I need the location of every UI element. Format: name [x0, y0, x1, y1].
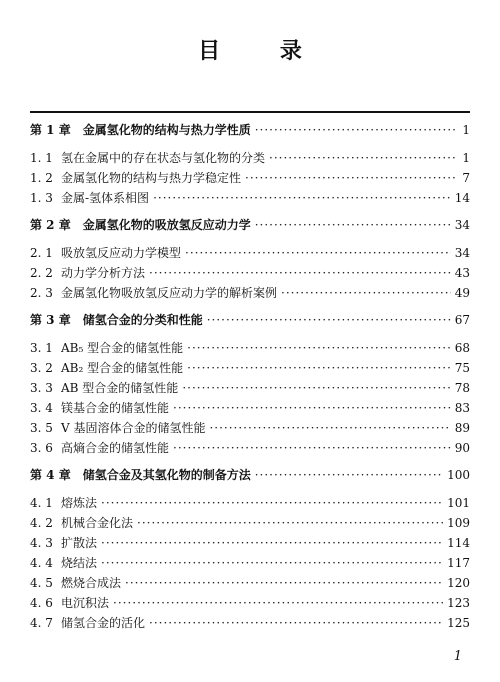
- leader-dots: [101, 493, 443, 513]
- toc-section-entry[interactable]: [30, 188, 470, 208]
- section-title: 燃烧合成法: [61, 576, 122, 590]
- leader-dots: [245, 168, 456, 188]
- section-number: 2. 3: [30, 286, 53, 300]
- chapter-number: 第 3 章: [30, 313, 71, 327]
- section-title: 吸放氢反应动力学模型: [61, 246, 182, 260]
- section-page-number: 123: [447, 596, 470, 610]
- section-title: AB 型合金的储氢性能: [61, 381, 179, 395]
- section-page-number: 1: [462, 151, 470, 165]
- leader-dots: [255, 465, 443, 485]
- section-title: 镁基合金的储氢性能: [61, 401, 170, 415]
- leader-dots: [255, 215, 451, 235]
- toc-section-entry[interactable]: [30, 283, 470, 303]
- section-number: 3. 6: [30, 441, 53, 455]
- leader-dots: [207, 310, 451, 330]
- leader-dots: [113, 593, 443, 613]
- toc-section-entry[interactable]: [30, 573, 470, 593]
- toc-chapter-entry[interactable]: [30, 215, 470, 235]
- section-number: 3. 1: [30, 341, 53, 355]
- section-page-number: 7: [462, 171, 470, 185]
- leader-dots: [209, 418, 450, 438]
- toc-section-entry[interactable]: [30, 358, 470, 378]
- section-number: 2. 1: [30, 246, 53, 260]
- toc-section-entry[interactable]: [30, 398, 470, 418]
- chapter-number: 第 2 章: [30, 218, 71, 232]
- leader-dots: [173, 398, 451, 418]
- section-title: V 基固溶体合金的储氢性能: [61, 421, 206, 435]
- section-title: 金属氢化物吸放氢反应动力学的解析案例: [61, 286, 278, 300]
- section-number: 2. 2: [30, 266, 53, 280]
- section-number: 4. 5: [30, 576, 53, 590]
- toc-section-entry[interactable]: [30, 593, 470, 613]
- toc-section-entry[interactable]: [30, 148, 470, 168]
- section-number: 4. 6: [30, 596, 53, 610]
- section-page-number: 114: [447, 536, 470, 550]
- toc-section-entry[interactable]: [30, 263, 470, 283]
- chapter-page-number: 34: [454, 218, 470, 232]
- chapter-page-number: 1: [462, 123, 470, 137]
- chapter-page-number: 67: [454, 313, 470, 327]
- page-title: 目 录: [198, 38, 328, 64]
- table-of-contents: [30, 120, 470, 633]
- toc-section-entry[interactable]: [30, 378, 470, 398]
- section-page-number: 34: [454, 246, 470, 260]
- toc-section-entry[interactable]: [30, 243, 470, 263]
- leader-dots: [137, 513, 443, 533]
- toc-chapter-entry[interactable]: [30, 310, 470, 330]
- leader-dots: [255, 120, 456, 140]
- section-number: 1. 3: [30, 191, 53, 205]
- section-page-number: 14: [454, 191, 470, 205]
- leader-dots: [101, 553, 443, 573]
- toc-chapter-entry[interactable]: [30, 465, 470, 485]
- chapter-title: 金属氢化物的结构与热力学性质: [82, 123, 251, 137]
- leader-dots: [101, 533, 443, 553]
- section-title: 扩散法: [61, 536, 98, 550]
- page-number: 1: [453, 649, 462, 664]
- section-title: 熔炼法: [61, 496, 98, 510]
- section-title: 电沉积法: [61, 596, 110, 610]
- toc-section-entry[interactable]: [30, 493, 470, 513]
- section-number: 1. 2: [30, 171, 53, 185]
- section-number: 4. 1: [30, 496, 53, 510]
- section-title: AB₂ 型合金的储氢性能: [61, 361, 184, 375]
- section-page-number: 120: [447, 576, 470, 590]
- section-number: 4. 2: [30, 516, 53, 530]
- section-title: AB₅ 型合金的储氢性能: [61, 341, 184, 355]
- section-number: 3. 3: [30, 381, 53, 395]
- section-page-number: 83: [454, 401, 470, 415]
- toc-section-entry[interactable]: [30, 613, 470, 633]
- chapter-title: 金属氢化物的吸放氢反应动力学: [82, 218, 251, 232]
- leader-dots: [269, 148, 456, 168]
- section-title: 烧结法: [61, 556, 98, 570]
- leader-dots: [182, 378, 450, 398]
- section-page-number: 101: [447, 496, 470, 510]
- section-number: 1. 1: [30, 151, 53, 165]
- leader-dots: [125, 573, 443, 593]
- section-page-number: 49: [454, 286, 470, 300]
- section-title: 金属-氢体系相图: [61, 191, 150, 205]
- section-title: 机械合金化法: [61, 516, 134, 530]
- section-page-number: 125: [447, 616, 470, 630]
- section-title: 高熵合金的储氢性能: [61, 441, 170, 455]
- chapter-page-number: 100: [447, 468, 470, 482]
- section-title: 金属氢化物的结构与热力学稳定性: [61, 171, 242, 185]
- leader-dots: [149, 613, 443, 633]
- chapter-number: 第 1 章: [30, 123, 71, 137]
- section-number: 3. 4: [30, 401, 53, 415]
- section-number: 3. 2: [30, 361, 53, 375]
- toc-section-entry[interactable]: [30, 553, 470, 573]
- section-title: 氢在金属中的存在状态与氢化物的分类: [61, 151, 266, 165]
- toc-section-entry[interactable]: [30, 338, 470, 358]
- leader-dots: [173, 438, 451, 458]
- chapter-title: 储氢合金的分类和性能: [82, 313, 203, 327]
- section-number: 4. 4: [30, 556, 53, 570]
- section-page-number: 43: [454, 266, 470, 280]
- toc-section-entry[interactable]: [30, 513, 470, 533]
- section-page-number: 90: [454, 441, 470, 455]
- toc-section-entry[interactable]: [30, 168, 470, 188]
- section-page-number: 68: [454, 341, 470, 355]
- toc-section-entry[interactable]: [30, 418, 470, 438]
- leader-dots: [153, 188, 451, 208]
- section-page-number: 89: [454, 421, 470, 435]
- section-title: 储氢合金的活化: [61, 616, 146, 630]
- leader-dots: [187, 338, 451, 358]
- section-page-number: 109: [447, 516, 470, 530]
- leader-dots: [281, 283, 451, 303]
- leader-dots: [185, 243, 451, 263]
- section-number: 3. 5: [30, 421, 53, 435]
- leader-dots: [149, 263, 451, 283]
- section-title: 动力学分析方法: [61, 266, 146, 280]
- chapter-number: 第 4 章: [30, 468, 71, 482]
- section-number: 4. 7: [30, 616, 53, 630]
- toc-section-entry[interactable]: [30, 438, 470, 458]
- section-page-number: 117: [447, 556, 470, 570]
- section-page-number: 78: [454, 381, 470, 395]
- section-number: 4. 3: [30, 536, 53, 550]
- title-divider: [30, 111, 470, 113]
- leader-dots: [187, 358, 451, 378]
- toc-section-entry[interactable]: [30, 533, 470, 553]
- chapter-title: 储氢合金及其氢化物的制备方法: [82, 468, 251, 482]
- toc-chapter-entry[interactable]: [30, 120, 470, 140]
- section-page-number: 75: [454, 361, 470, 375]
